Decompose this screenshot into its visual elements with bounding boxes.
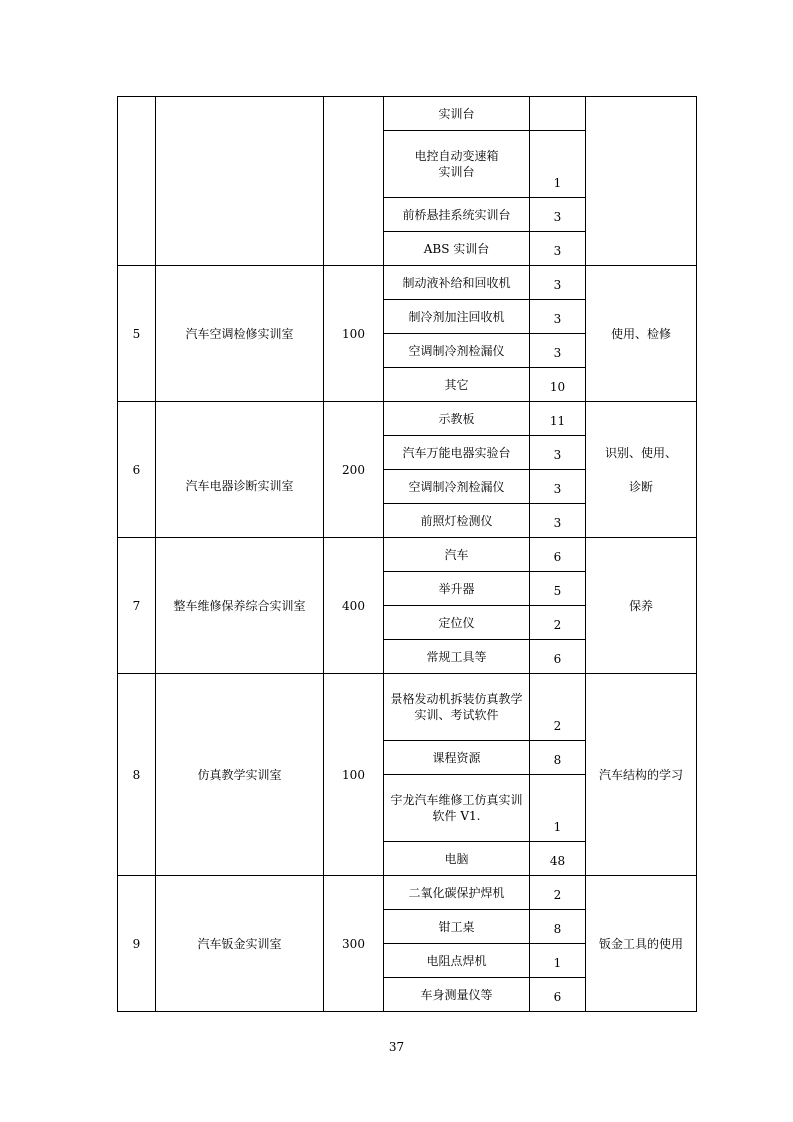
equipment-quantity: 3 bbox=[530, 334, 586, 368]
equipment-name: 举升器 bbox=[384, 572, 530, 606]
room-name: 整车维修保养综合实训室 bbox=[156, 538, 324, 674]
equipment-quantity: 3 bbox=[530, 436, 586, 470]
equipment-quantity: 11 bbox=[530, 402, 586, 436]
equipment-quantity: 6 bbox=[530, 640, 586, 674]
room-name: 汽车空调检修实训室 bbox=[156, 266, 324, 402]
equipment-name: 前照灯检测仪 bbox=[384, 504, 530, 538]
equipment-name: 实训台 bbox=[384, 97, 530, 131]
equipment-name: 汽车万能电器实验台 bbox=[384, 436, 530, 470]
room-purpose: 钣金工具的使用 bbox=[586, 876, 697, 1012]
equipment-name: 电控自动变速箱 实训台 bbox=[384, 131, 530, 198]
equipment-name: 制动液补给和回收机 bbox=[384, 266, 530, 300]
equipment-quantity: 3 bbox=[530, 266, 586, 300]
equipment-name: 汽车 bbox=[384, 538, 530, 572]
equipment-name: 常规工具等 bbox=[384, 640, 530, 674]
equipment-quantity: 5 bbox=[530, 572, 586, 606]
room-purpose bbox=[586, 97, 697, 266]
equipment-quantity: 10 bbox=[530, 368, 586, 402]
equipment-quantity: 48 bbox=[530, 842, 586, 876]
table-row bbox=[118, 876, 697, 910]
room-number: 6 bbox=[118, 402, 156, 538]
equipment-name: ABS 实训台 bbox=[384, 232, 530, 266]
table-row bbox=[118, 97, 697, 131]
room-purpose: 识别、使用、 诊断 bbox=[586, 402, 697, 538]
equipment-name: 定位仪 bbox=[384, 606, 530, 640]
equipment-quantity: 1 bbox=[530, 775, 586, 842]
training-room-table bbox=[117, 96, 697, 1012]
equipment-quantity: 8 bbox=[530, 741, 586, 775]
equipment-name: 电脑 bbox=[384, 842, 530, 876]
equipment-quantity: 2 bbox=[530, 674, 586, 741]
equipment-name: 车身测量仪等 bbox=[384, 978, 530, 1012]
room-purpose: 保养 bbox=[586, 538, 697, 674]
equipment-quantity: 1 bbox=[530, 944, 586, 978]
room-purpose: 使用、检修 bbox=[586, 266, 697, 402]
equipment-name: 景格发动机拆装仿真教学 实训、考试软件 bbox=[384, 674, 530, 741]
room-area: 100 bbox=[324, 674, 384, 876]
equipment-name: 二氧化碳保护焊机 bbox=[384, 876, 530, 910]
equipment-name: 宇龙汽车维修工仿真实训 软件 V1. bbox=[384, 775, 530, 842]
equipment-quantity: 3 bbox=[530, 198, 586, 232]
equipment-name: 示教板 bbox=[384, 402, 530, 436]
room-number: 7 bbox=[118, 538, 156, 674]
room-purpose: 汽车结构的学习 bbox=[586, 674, 697, 876]
table-row bbox=[118, 538, 697, 572]
room-area: 400 bbox=[324, 538, 384, 674]
table-row bbox=[118, 674, 697, 741]
room-area: 100 bbox=[324, 266, 384, 402]
equipment-quantity: 3 bbox=[530, 504, 586, 538]
equipment-name: 钳工桌 bbox=[384, 910, 530, 944]
room-number: 5 bbox=[118, 266, 156, 402]
room-area: 200 bbox=[324, 402, 384, 538]
room-name: 汽车电器诊断实训室 bbox=[156, 402, 324, 538]
equipment-quantity: 6 bbox=[530, 538, 586, 572]
equipment-name: 课程资源 bbox=[384, 741, 530, 775]
room-name: 仿真教学实训室 bbox=[156, 674, 324, 876]
equipment-name: 制冷剂加注回收机 bbox=[384, 300, 530, 334]
equipment-quantity: 8 bbox=[530, 910, 586, 944]
page-number: 37 bbox=[388, 1040, 405, 1054]
equipment-quantity: 3 bbox=[530, 470, 586, 504]
table-row bbox=[118, 402, 697, 436]
room-number: 9 bbox=[118, 876, 156, 1012]
equipment-quantity: 3 bbox=[530, 300, 586, 334]
equipment-quantity: 2 bbox=[530, 606, 586, 640]
room-name: 汽车钣金实训室 bbox=[156, 876, 324, 1012]
equipment-name: 空调制冷剂检漏仪 bbox=[384, 470, 530, 504]
room-area: 300 bbox=[324, 876, 384, 1012]
room-number bbox=[118, 97, 156, 266]
equipment-quantity bbox=[530, 97, 586, 131]
table-row bbox=[118, 266, 697, 300]
room-number: 8 bbox=[118, 674, 156, 876]
equipment-name: 电阻点焊机 bbox=[384, 944, 530, 978]
equipment-quantity: 3 bbox=[530, 232, 586, 266]
equipment-name: 前桥悬挂系统实训台 bbox=[384, 198, 530, 232]
equipment-quantity: 1 bbox=[530, 131, 586, 198]
room-area bbox=[324, 97, 384, 266]
room-name bbox=[156, 97, 324, 266]
equipment-quantity: 6 bbox=[530, 978, 586, 1012]
equipment-name: 空调制冷剂检漏仪 bbox=[384, 334, 530, 368]
equipment-quantity: 2 bbox=[530, 876, 586, 910]
equipment-name: 其它 bbox=[384, 368, 530, 402]
